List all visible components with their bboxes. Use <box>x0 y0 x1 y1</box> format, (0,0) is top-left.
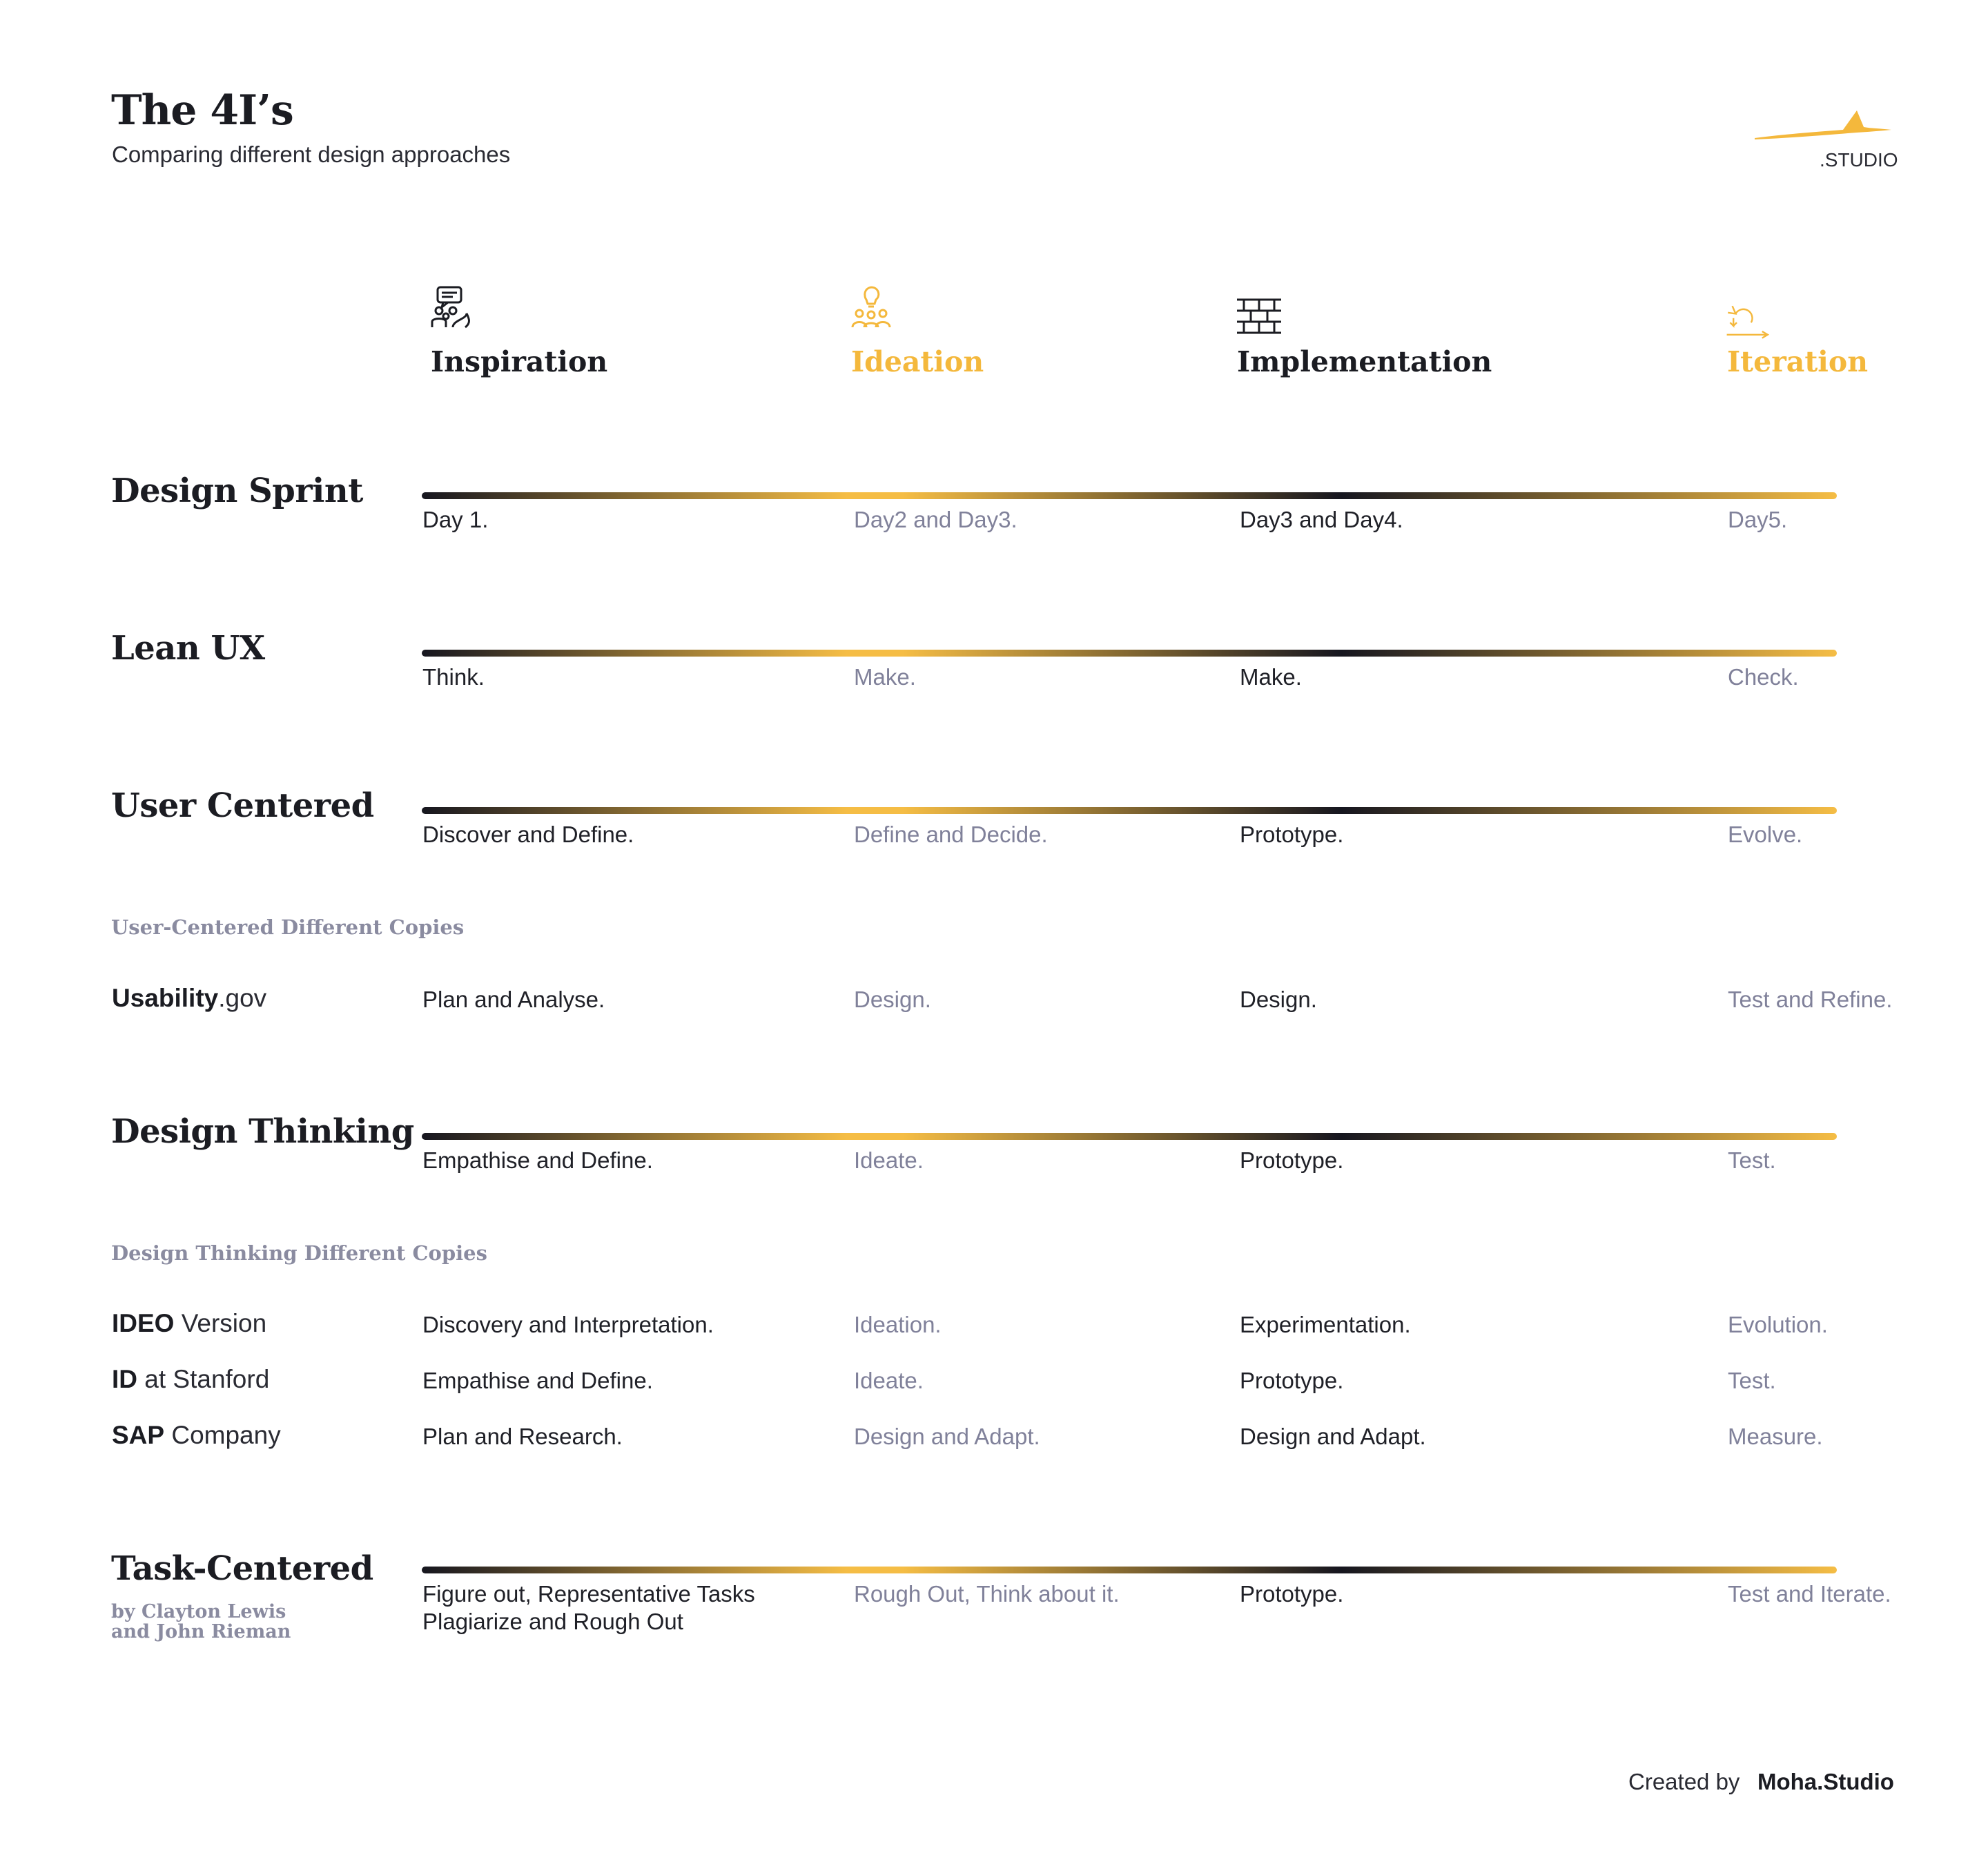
cell-iteration: Evolve. <box>1728 822 1803 847</box>
timeline-bar <box>422 492 1837 499</box>
row-title-user-centered: User Centered <box>111 786 374 825</box>
studio-logo-text: .STUDIO <box>1820 149 1898 171</box>
cell-ideation: Ideation. <box>854 1312 942 1337</box>
cell-ideation: Define and Decide. <box>854 822 1048 847</box>
cell-inspiration: Figure out, Representative Tasks <box>422 1581 755 1607</box>
brick-wall-icon <box>1237 297 1281 341</box>
cell-ideation: Design. <box>854 987 931 1012</box>
footer-studio-name: Moha.Studio <box>1757 1769 1894 1794</box>
timeline-bar <box>422 650 1837 657</box>
people-chat-icon <box>429 284 474 329</box>
timeline-bar <box>422 1133 1837 1140</box>
studio-logo-icon <box>1753 104 1891 152</box>
cell-ideation: Design and Adapt. <box>854 1424 1040 1449</box>
brand-sap-company: SAP Company <box>112 1421 281 1449</box>
row-title-design-sprint: Design Sprint <box>111 472 363 510</box>
cell-implementation: Prototype. <box>1240 822 1344 847</box>
cell-ideation: Ideate. <box>854 1147 924 1173</box>
row-subtitle-authors-line1: by Clayton Lewis <box>111 1601 286 1622</box>
cell-implementation: Prototype. <box>1240 1147 1344 1173</box>
cell-implementation: Design. <box>1240 987 1317 1012</box>
brand-ideo-version: IDEO Version <box>112 1309 267 1337</box>
cycle-arrows-icon <box>1726 298 1770 342</box>
cell-iteration: Measure. <box>1728 1424 1823 1449</box>
cell-implementation: Prototype. <box>1240 1581 1344 1607</box>
cell-iteration: Test and Iterate. <box>1728 1581 1891 1607</box>
section-label-user-centered-copies: User-Centered Different Copies <box>111 915 465 939</box>
cell-implementation: Experimentation. <box>1240 1312 1411 1337</box>
phase-title-implementation: Implementation <box>1237 345 1492 378</box>
cell-ideation: Rough Out, Think about it. <box>854 1581 1120 1607</box>
cell-ideation: Make. <box>854 664 916 690</box>
cell-iteration: Test and Refine. <box>1728 987 1893 1012</box>
row-title-lean-ux: Lean UX <box>111 629 265 668</box>
cell-inspiration: Day 1. <box>422 507 489 532</box>
cell-inspiration: Think. <box>422 664 485 690</box>
cell-inspiration: Discover and Define. <box>422 822 634 847</box>
cell-ideation: Ideate. <box>854 1368 924 1393</box>
cell-inspiration-line2: Plagiarize and Rough Out <box>422 1609 683 1634</box>
brand-usability-gov: Usability.gov <box>112 984 267 1012</box>
cell-inspiration: Empathise and Define. <box>422 1368 653 1393</box>
cell-iteration: Evolution. <box>1728 1312 1828 1337</box>
cell-implementation: Day3 and Day4. <box>1240 507 1403 532</box>
phase-title-inspiration: Inspiration <box>431 345 608 378</box>
section-label-design-thinking-copies: Design Thinking Different Copies <box>111 1241 487 1265</box>
cell-ideation: Day2 and Day3. <box>854 507 1017 532</box>
cell-iteration: Test. <box>1728 1368 1776 1393</box>
row-title-task-centered: Task-Centered <box>111 1549 373 1588</box>
phase-title-iteration: Iteration <box>1727 345 1869 378</box>
lightbulb-team-icon <box>850 284 894 329</box>
cell-iteration: Day5. <box>1728 507 1788 532</box>
cell-iteration: Check. <box>1728 664 1799 690</box>
cell-inspiration: Plan and Analyse. <box>422 987 605 1012</box>
footer-created-by: Created by <box>1628 1769 1740 1794</box>
timeline-bar <box>422 807 1837 814</box>
cell-implementation: Design and Adapt. <box>1240 1424 1426 1449</box>
cell-implementation: Prototype. <box>1240 1368 1344 1393</box>
timeline-bar <box>422 1567 1837 1573</box>
row-subtitle-authors-line2: and John Rieman <box>111 1621 291 1642</box>
page-title: The 4I’s <box>111 86 293 135</box>
brand-id-stanford: ID at Stanford <box>112 1365 270 1393</box>
cell-iteration: Test. <box>1728 1147 1776 1173</box>
row-title-design-thinking: Design Thinking <box>111 1112 414 1151</box>
cell-inspiration: Discovery and Interpretation. <box>422 1312 714 1337</box>
cell-inspiration: Plan and Research. <box>422 1424 623 1449</box>
cell-inspiration: Empathise and Define. <box>422 1147 653 1173</box>
page-subtitle: Comparing different design approaches <box>112 142 511 167</box>
cell-implementation: Make. <box>1240 664 1302 690</box>
phase-title-ideation: Ideation <box>851 345 984 378</box>
